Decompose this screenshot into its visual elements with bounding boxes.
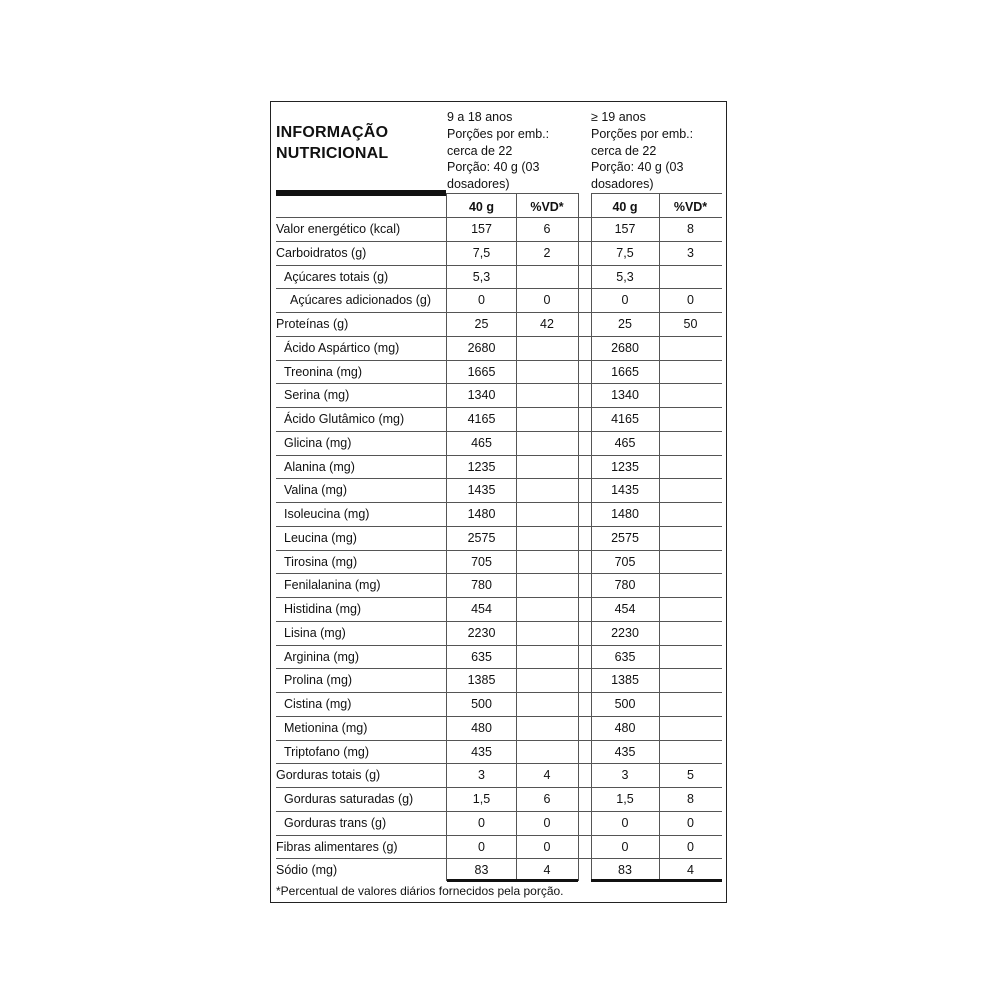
row-divider: [276, 787, 722, 788]
nutrient-name: Isoleucina (mg): [284, 507, 370, 521]
nutrient-name: Proteínas (g): [276, 317, 349, 331]
row-divider: [276, 811, 722, 812]
nutrient-name: Açúcares adicionados (g): [290, 293, 432, 308]
amount-9-18-value: 500: [471, 697, 492, 711]
row-divider: [276, 336, 722, 337]
amount-9-18-value: 25: [474, 317, 489, 331]
row-divider: [276, 478, 722, 479]
dv-19-plus-value: 50: [683, 317, 698, 331]
nutrient-name: Histidina (mg): [284, 602, 362, 616]
dv-19-plus-value: 0: [687, 293, 694, 308]
table-row: [276, 697, 722, 716]
label-title: [276, 122, 388, 164]
amount-9-18-value: 2230: [467, 625, 496, 640]
amount-9-18-value: 1665: [467, 364, 496, 379]
amount-19-plus-value: 157: [614, 222, 636, 236]
nutrient-name: Tirosina (mg): [284, 554, 358, 569]
table-row: [276, 721, 722, 740]
amount-9-18-value: 1385: [467, 673, 496, 688]
amount-19-plus-value: 1,5: [616, 792, 634, 806]
row-divider: [276, 692, 722, 693]
nutrient-name: Gorduras saturadas (g): [284, 792, 414, 806]
row-divider: [276, 858, 722, 859]
table-row: [276, 792, 722, 811]
dv-9-18-value: 2: [543, 245, 551, 260]
group-header-line: Porção: 40 g (03: [447, 160, 540, 175]
row-divider: [276, 740, 722, 741]
amount-9-18-value: 705: [471, 554, 492, 569]
row-divider: [276, 645, 722, 646]
table-row: [276, 578, 722, 597]
amount-9-18-value: 0: [478, 293, 485, 308]
table-bottom-bar: [591, 879, 722, 882]
row-divider: [276, 526, 722, 527]
table-row: [276, 436, 722, 455]
nutrient-name: Açúcares totais (g): [284, 269, 389, 284]
amount-19-plus-value: 0: [621, 293, 629, 308]
amount-19-plus-value: 2575: [611, 530, 639, 545]
amount-19-plus-value: 1340: [611, 388, 639, 403]
group-header-line: cerca de 22: [447, 143, 513, 158]
row-divider: [276, 597, 722, 598]
group-header-line: Porções por emb.:: [591, 126, 694, 141]
nutrient-name: Valor energético (kcal): [276, 222, 401, 236]
group-header-9-18: [447, 109, 549, 193]
amount-19-plus-value: 500: [614, 697, 636, 711]
amount-9-18-value: 1435: [467, 483, 496, 498]
nutrient-name: Arginina (mg): [284, 649, 360, 664]
nutrient-name: Gorduras totais (g): [276, 768, 381, 783]
amount-19-plus-value: 635: [614, 649, 636, 664]
amount-9-18-value: 1235: [467, 459, 496, 474]
amount-9-18-value: 7,5: [472, 245, 491, 260]
amount-9-18-value: 780: [471, 578, 492, 593]
nutrient-name: Treonina (mg): [284, 364, 363, 379]
amount-9-18-value: 2575: [467, 530, 496, 545]
nutrient-name: Metionina (mg): [284, 720, 368, 735]
row-divider: [276, 668, 722, 669]
table-row: [276, 341, 722, 360]
row-divider: [276, 716, 722, 717]
amount-19-plus-value: 1665: [611, 364, 639, 379]
group-header-line: Porções por emb.:: [447, 126, 550, 141]
nutrient-name: Triptofano (mg): [284, 744, 369, 759]
amount-9-18-value: 1340: [467, 388, 496, 403]
amount-9-18-value: 5,3: [472, 269, 491, 284]
amount-19-plus-value: 0: [621, 815, 629, 830]
dv-19-plus-value: 8: [687, 792, 694, 806]
col-header-amount-2: 40 g: [612, 200, 638, 214]
amount-19-plus-value: 1235: [611, 459, 639, 474]
amount-9-18-value: 83: [474, 863, 489, 878]
row-divider: [276, 360, 722, 361]
amount-9-18-value: 454: [471, 602, 492, 616]
dv-9-18-value: 4: [543, 768, 551, 783]
nutrient-name: Valina (mg): [284, 483, 347, 498]
amount-9-18-value: 435: [471, 744, 492, 759]
table-row: [276, 483, 722, 502]
dv-19-plus-value: 8: [687, 222, 694, 236]
dv-19-plus-value: 5: [687, 768, 694, 783]
dv-19-plus-value: 4: [687, 863, 694, 878]
amount-19-plus-value: 0: [621, 839, 629, 854]
row-divider: [276, 431, 722, 432]
amount-9-18-value: 4165: [467, 412, 496, 426]
group-2-header-rule: [591, 193, 722, 194]
amount-9-18-value: 480: [471, 720, 492, 735]
nutrient-name: Leucina (mg): [284, 530, 357, 545]
row-divider: [276, 265, 722, 266]
table-row: [276, 412, 722, 431]
amount-9-18-value: 2680: [467, 340, 496, 355]
dv-9-18-value: 0: [543, 815, 551, 830]
amount-19-plus-value: 3: [621, 768, 629, 783]
table-row: [276, 293, 722, 312]
dv-9-18-value: 6: [543, 792, 551, 806]
amount-9-18-value: 0: [478, 839, 485, 854]
dv-19-plus-value: 0: [687, 839, 694, 854]
group-header-line: Porção: 40 g (03: [591, 160, 684, 175]
amount-9-18-value: 465: [471, 435, 492, 450]
table-row: [276, 507, 722, 526]
dv-19-plus-value: 3: [687, 245, 694, 260]
amount-19-plus-value: 2230: [611, 625, 639, 640]
footnote: *Percentual de valores diários fornecidos pela porção.: [276, 884, 564, 898]
amount-19-plus-value: 7,5: [616, 245, 634, 260]
table-row: [276, 602, 722, 621]
group-1-header-rule: [447, 193, 578, 194]
amount-19-plus-value: 2680: [611, 340, 639, 355]
row-divider: [276, 455, 722, 456]
row-divider: [276, 288, 722, 289]
nutrient-name: Carboidratos (g): [276, 245, 367, 260]
amount-19-plus-value: 83: [618, 863, 632, 878]
amount-9-18-value: 635: [471, 649, 492, 664]
dv-9-18-value: 4: [543, 863, 551, 878]
col-header-dv-1: %VD*: [530, 200, 564, 214]
table-row: [276, 816, 722, 835]
table-row: [276, 840, 722, 859]
title-line-2: NUTRICIONAL: [276, 145, 389, 162]
col-header-dv-2: %VD*: [673, 200, 708, 214]
row-divider: [276, 241, 722, 242]
nutrient-name: Glicina (mg): [284, 435, 352, 450]
row-divider: [276, 383, 722, 384]
amount-9-18-value: 0: [478, 815, 485, 830]
amount-19-plus-value: 435: [614, 744, 636, 759]
amount-9-18-value: 1,5: [472, 792, 491, 806]
table-bottom-bar: [447, 879, 578, 882]
nutrient-name: Gorduras trans (g): [284, 815, 387, 830]
group-header-19-plus: [591, 109, 693, 193]
row-divider: [276, 621, 722, 622]
amount-9-18-value: 157: [471, 222, 492, 236]
title-line-1: INFORMAÇÃO: [276, 124, 389, 141]
nutrient-name: Serina (mg): [284, 388, 350, 403]
row-divider: [276, 763, 722, 764]
amount-9-18-value: 3: [478, 768, 485, 783]
amount-19-plus-value: 1480: [611, 507, 639, 521]
nutrient-name: Ácido Aspártico (mg): [284, 340, 400, 355]
col-header-amount-1: 40 g: [468, 200, 494, 214]
amount-19-plus-value: 5,3: [616, 269, 634, 284]
group-header-line: 9 a 18 anos: [447, 110, 513, 124]
row-divider: [276, 573, 722, 574]
amount-19-plus-value: 1435: [611, 483, 639, 498]
amount-19-plus-value: 4165: [611, 412, 639, 426]
row-divider: [276, 407, 722, 408]
amount-19-plus-value: 780: [614, 578, 636, 593]
nutrient-name: Prolina (mg): [284, 673, 353, 688]
nutrient-name: Fibras alimentares (g): [276, 839, 398, 854]
dv-19-plus-value: 0: [687, 815, 694, 830]
table-row: [276, 222, 722, 241]
dv-9-18-value: 6: [543, 222, 551, 236]
dv-9-18-value: 42: [540, 317, 554, 331]
amount-19-plus-value: 454: [614, 602, 636, 616]
amount-19-plus-value: 465: [614, 435, 636, 450]
group-header-line: dosadores): [447, 177, 510, 192]
row-divider: [276, 550, 722, 551]
nutrient-name: Fenilalanina (mg): [284, 578, 381, 593]
group-header-line: dosadores): [591, 177, 654, 192]
amount-9-18-value: 1480: [467, 507, 496, 521]
table-row: [276, 246, 722, 265]
title-divider-bar: [276, 190, 446, 196]
nutrient-name: Sódio (mg): [276, 863, 338, 878]
amount-19-plus-value: 705: [614, 554, 636, 569]
nutrient-name: Cistina (mg): [284, 697, 352, 711]
table-row: [276, 673, 722, 692]
table-row: [276, 365, 722, 384]
row-divider: [276, 217, 722, 218]
amount-19-plus-value: 480: [614, 720, 636, 735]
nutrient-name: Ácido Glutâmico (mg): [284, 412, 405, 426]
table-row: [276, 768, 722, 787]
table-row: [276, 650, 722, 669]
amount-19-plus-value: 25: [618, 317, 632, 331]
group-header-line: ≥ 19 anos: [591, 110, 646, 124]
table-row: [276, 270, 722, 289]
table-row: [276, 555, 722, 574]
amount-19-plus-value: 1385: [611, 673, 639, 688]
table-row: [276, 745, 722, 764]
row-divider: [276, 312, 722, 313]
row-divider: [276, 835, 722, 836]
dv-9-18-value: 0: [543, 293, 551, 308]
nutrient-name: Lisina (mg): [284, 625, 346, 640]
table-row: [276, 460, 722, 479]
row-divider: [276, 502, 722, 503]
table-row: [276, 531, 722, 550]
table-row: [276, 317, 722, 336]
table-row: [276, 626, 722, 645]
dv-9-18-value: 0: [543, 839, 551, 854]
nutrient-name: Alanina (mg): [284, 459, 355, 474]
table-row: [276, 388, 722, 407]
group-header-line: cerca de 22: [591, 143, 657, 158]
